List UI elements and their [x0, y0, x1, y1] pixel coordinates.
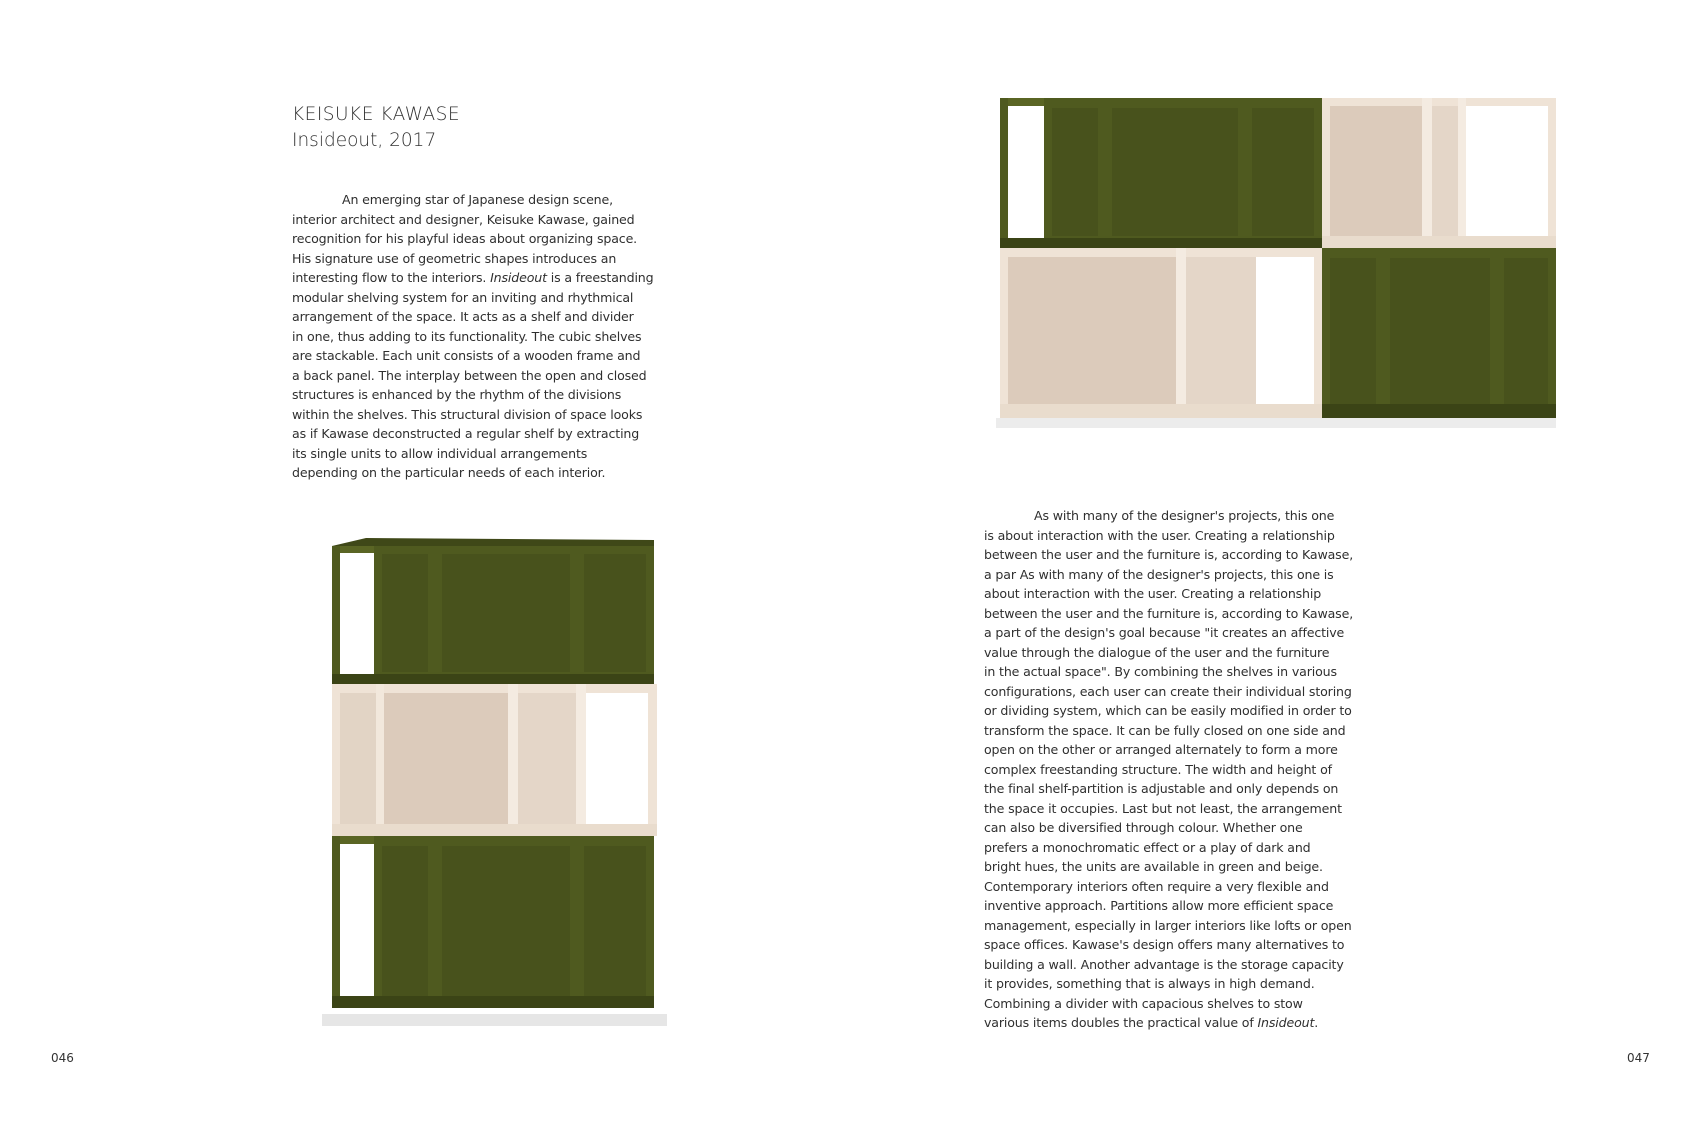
text-line: His signature use of geometric shapes introduces an: [292, 250, 617, 266]
text-line: [984, 1013, 1353, 1033]
text-line: Contemporary interiors often require a very flexible and: [984, 878, 1329, 894]
text-line: interior architect and designer, Keisuke Kawase, gained: [292, 211, 635, 227]
bottom-left-beige-unit: [1000, 248, 1322, 418]
text-line: open on the other or arranged alternately to form a more: [984, 742, 1338, 757]
text-line: space offices. Kawase's design offers many alternatives to: [984, 937, 1345, 952]
text-line: a part of the design's goal because "it creates an affective: [984, 625, 1345, 640]
top-right-beige-unit: [1322, 98, 1556, 248]
text-line: a par As with many of the designer's projects, this one is: [984, 566, 1334, 582]
shelf-photo-grid: [990, 96, 1560, 431]
text-line: configurations, each user can create their individual storing: [984, 683, 1352, 699]
top-green-unit: [332, 538, 654, 684]
text-line: inventive approach. Partitions allow more efficient space: [984, 898, 1334, 913]
text-line: [292, 268, 653, 288]
text-line: structures is enhanced by the rhythm of the divisions: [292, 387, 622, 402]
text-line: complex freestanding structure. The width and height of: [984, 761, 1332, 777]
bottom-right-green-unit: [1322, 248, 1556, 418]
text-line: it provides, something that is always in high demand.: [984, 976, 1315, 991]
text-line: can also be diversified through colour. Whether one: [984, 820, 1303, 835]
text-line: management, especially in larger interiors like lofts or open: [984, 917, 1352, 933]
shelf-photo-vertical: [318, 526, 671, 1028]
text-line: prefers a monochromatic effect or a play of dark and: [984, 839, 1311, 855]
designer-name: KEISUKE KAWASE: [292, 104, 461, 125]
text-line: Combining a divider with capacious shelves to stow: [984, 995, 1303, 1011]
text-line: as if Kawase deconstructed a regular shelf by extracting: [292, 426, 640, 441]
text-line: the space it occupies. Last but not least, the arrangement: [984, 800, 1342, 816]
text-line: recognition for his playful ideas about organizing space.: [292, 231, 638, 246]
text-line: building a wall. Another advantage is the storage capacity: [984, 956, 1344, 972]
text-line: transform the space. It can be fully closed on one side and: [984, 722, 1346, 738]
text-line: in the actual space". By combining the shelves in various: [984, 664, 1337, 679]
top-left-green-unit: [1000, 98, 1322, 248]
text-line: within the shelves. This structural division of space looks: [292, 406, 643, 422]
left-page: [0, 0, 846, 1123]
text-line: a back panel. The interplay between the open and closed: [292, 367, 647, 383]
main-paragraph: [984, 506, 1353, 1033]
text-run: interesting flow to the interiors.: [292, 270, 491, 285]
text-line: or dividing system, which can be easily modified in order to: [984, 703, 1352, 718]
text-run: is a freestanding: [546, 270, 654, 285]
right-page: [847, 0, 1693, 1123]
page-number-right: 047: [1627, 1051, 1650, 1065]
text-line: between the user and the furniture is, according to Kawase,: [984, 605, 1354, 621]
text-line: modular shelving system for an inviting and rhythmical: [292, 289, 634, 305]
page-number-left: 046: [51, 1051, 74, 1065]
bottom-green-unit: [332, 836, 654, 1008]
intro-paragraph: [292, 190, 653, 483]
text-line: arrangement of the space. It acts as a shelf and divider: [292, 309, 634, 324]
work-title: Insideout, 2017: [292, 130, 437, 151]
text-line: between the user and the furniture is, according to Kawase,: [984, 547, 1354, 562]
middle-beige-unit: [332, 684, 657, 836]
text-line: bright hues, the units are available in green and beige.: [984, 859, 1323, 874]
text-line: As with many of the designer's projects, this one: [1034, 508, 1335, 523]
text-line: its single units to allow individual arrangements: [292, 445, 588, 461]
text-line: the final shelf-partition is adjustable and only depends on: [984, 781, 1339, 796]
text-line: is about interaction with the user. Creating a relationship: [984, 527, 1335, 543]
text-run: .: [1314, 1015, 1319, 1030]
text-line: about interaction with the user. Creating a relationship: [984, 586, 1322, 601]
text-line: in one, thus adding to its functionality. The cubic shelves: [292, 328, 642, 344]
title-block: [292, 102, 460, 154]
italic-title: Insideout: [490, 270, 547, 285]
text-line: depending on the particular needs of each interior.: [292, 465, 606, 480]
text-run: various items doubles the practical value of: [984, 1015, 1258, 1030]
text-line: An emerging star of Japanese design scene,: [342, 192, 613, 207]
italic-title: Insideout: [1257, 1015, 1315, 1030]
text-line: value through the dialogue of the user and the furniture: [984, 644, 1330, 660]
text-line: are stackable. Each unit consists of a wooden frame and: [292, 348, 641, 363]
